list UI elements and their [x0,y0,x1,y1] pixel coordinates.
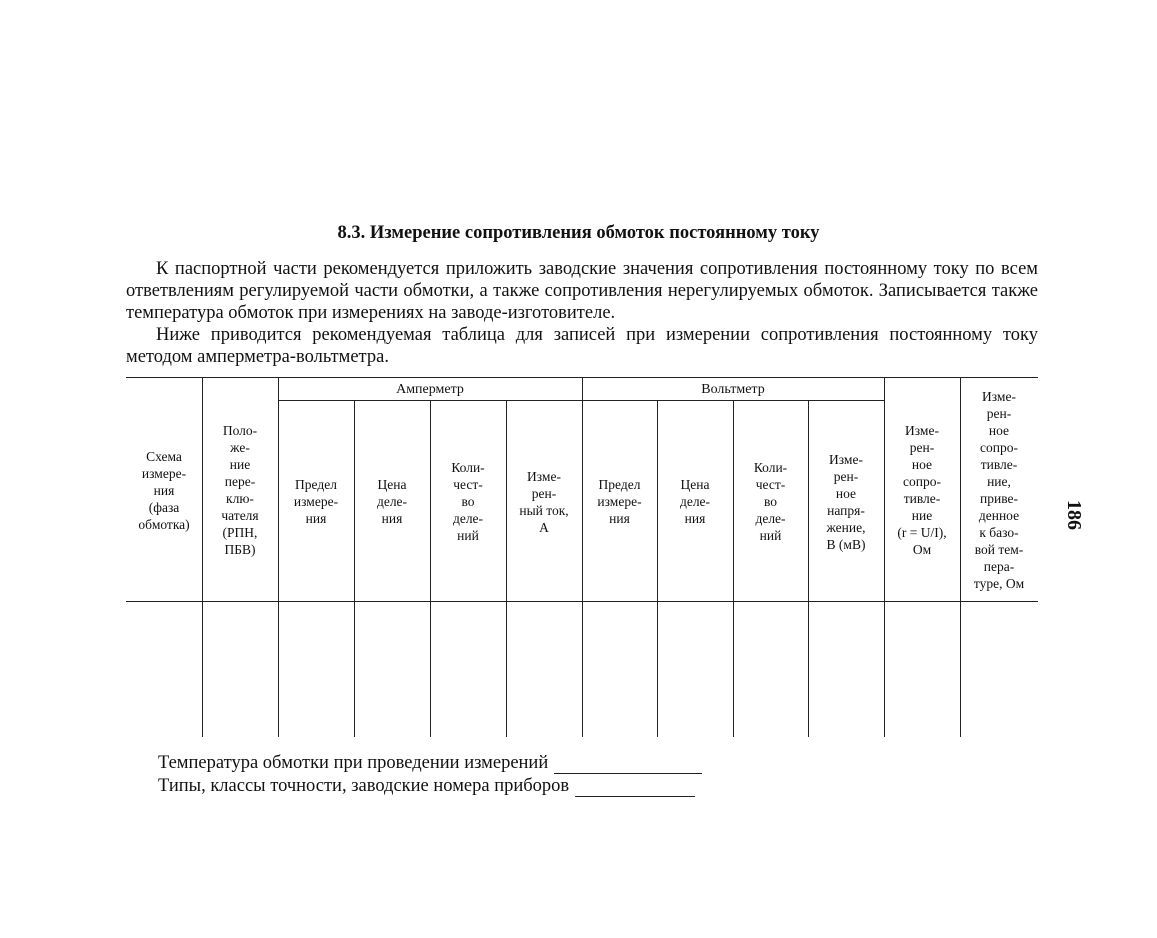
column-header-voltmeter-range: Предел измере- ния [597,477,642,526]
column-header-reduced-resistance: Изме- рен- ное сопро- тивле- ние, приве- денное к базо- вой тем- пера- туре, Ом [973,389,1025,591]
instruments-blank [575,780,695,797]
page-number: 186 [1063,500,1085,530]
paragraph-1: К паспортной части рекомендуется приложить заводские значения сопротивления постоянному току по всем ответвлениям регулируемой части обмотки, а также сопротивления нерегулируемых обмоток. Записывается также температура обмоток при измерениях на заводе-изготовителе. [126,259,1038,323]
column-header-voltmeter-division-count: Коли- чест- во деле- ний [753,460,788,543]
section-title: 8.3. Измерение сопротивления обмоток постоянному току [337,223,820,243]
temperature-blank [554,757,702,774]
column-header-measured-current: Изме- рен- ный ток, А [519,468,569,535]
column-header-voltmeter-division-value: Цена деле- ния [679,477,711,526]
table-group-rule [278,400,884,401]
temperature-label: Температура обмотки при проведении измерений [158,753,549,773]
column-header-ammeter-division-value: Цена деле- ния [376,477,408,526]
instruments-label: Типы, классы точности, заводские номера приборов [158,776,570,796]
column-header-ammeter-division-count: Коли- чест- во деле- ний [451,460,485,543]
instruments-line [158,775,695,797]
temperature-line [158,752,702,774]
column-header-ammeter-range: Предел измере- ния [293,477,339,526]
group-header-ammeter: Амперметр [396,382,464,397]
column-header-measured-resistance: Изме- рен- ное сопро- тивле- ние (r = U/I), Ом [897,423,947,557]
column-header-scheme: Схема измере- ния (фаза обмотка) [138,448,190,532]
group-header-voltmeter: Вольтметр [701,382,765,397]
paragraph-2: Ниже приводится рекомендуемая таблица для записей при измерении сопротивления постоянному току методом амперметра-вольтметра. [126,325,1038,367]
column-header-measured-voltage: Изме- рен- ное напря- жение, В (мВ) [826,451,866,552]
column-header-switch-position: Поло- же- ние пере- клю- чателя (РПН, ПБВ) [221,423,259,557]
